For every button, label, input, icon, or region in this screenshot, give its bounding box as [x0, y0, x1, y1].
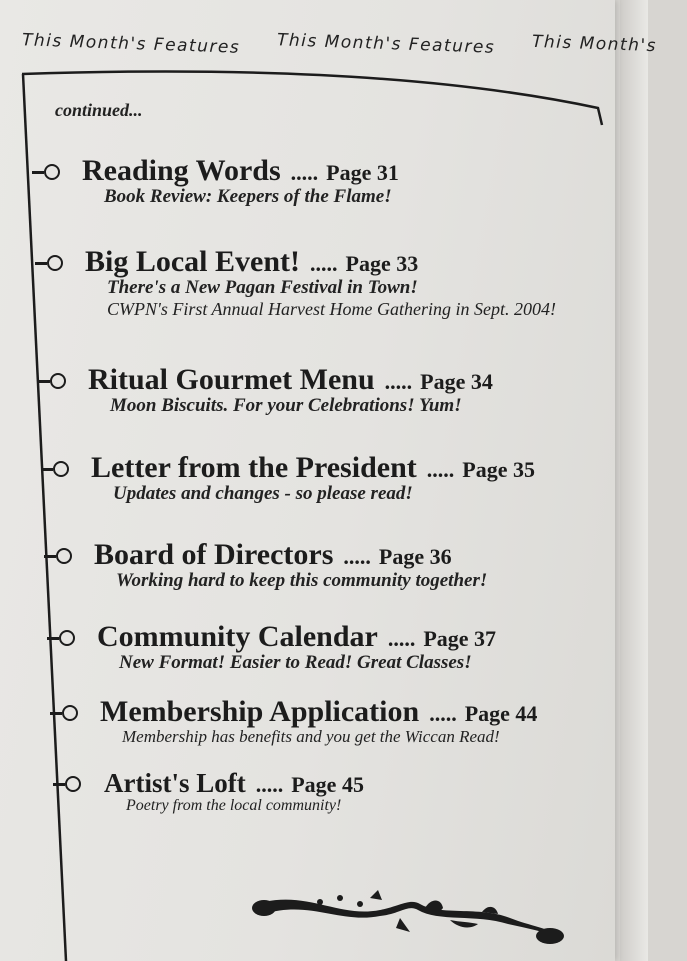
entry-page: Page 44	[464, 701, 538, 726]
bullet-circle-icon	[62, 705, 78, 721]
entry-dots: .....	[255, 772, 284, 797]
entry-dots: .....	[343, 544, 371, 569]
bullet-circle-icon	[53, 461, 69, 477]
bullet-connector	[38, 380, 50, 383]
bullet-connector	[53, 783, 65, 786]
toc-entry[interactable]	[94, 538, 487, 592]
entry-subtitle: Book Review: Keepers of the Flame!	[104, 186, 392, 207]
toc-entry[interactable]	[85, 245, 556, 320]
bullet-circle-icon	[59, 630, 75, 646]
entry-title: Community Calendar	[97, 620, 378, 653]
entry-title: Artist's Loft	[104, 768, 246, 798]
entry-page: Page 37	[423, 626, 497, 651]
entry-page: Page 45	[291, 772, 364, 797]
toc-entry[interactable]	[88, 363, 493, 417]
scroll-flourish-icon	[250, 888, 570, 948]
entry-subtitle: Membership has benefits and you get the Wiccan Read!	[122, 727, 500, 746]
bullet-circle-icon	[47, 255, 63, 271]
bullet-circle-icon	[44, 164, 60, 180]
entry-dots: .....	[387, 626, 416, 651]
entry-dots: .....	[426, 457, 455, 482]
entry-dots: .....	[310, 251, 338, 276]
entry-subtitle: New Format! Easier to Read! Great Classes!	[119, 652, 472, 673]
bullet-connector	[44, 555, 56, 558]
entry-page: Page 36	[378, 544, 452, 569]
toc-entry[interactable]	[91, 451, 535, 505]
header-text: This Month's Features	[276, 30, 496, 58]
entry-subtitle: There's a New Pagan Festival in Town!	[107, 277, 418, 298]
header-text: This Month's	[532, 31, 658, 57]
toc-entry[interactable]	[82, 154, 399, 208]
entry-title: Board of Directors	[94, 538, 334, 571]
entry-dots: .....	[429, 701, 457, 726]
entry-title: Ritual Gourmet Menu	[88, 363, 375, 396]
entry-subtitle: Working hard to keep this community together!	[116, 570, 488, 591]
continued-label: continued...	[55, 100, 143, 120]
entry-page: Page 33	[345, 251, 419, 276]
bullet-circle-icon	[56, 548, 72, 564]
toc-entry[interactable]	[104, 768, 364, 815]
bullet-connector	[32, 171, 44, 174]
entry-title: Reading Words	[82, 154, 281, 187]
header-text: This Month's Features	[21, 30, 241, 58]
bullet-connector	[50, 712, 62, 715]
entry-dots: .....	[290, 160, 319, 185]
entry-dots: .....	[384, 369, 413, 394]
bullet-circle-icon	[65, 776, 81, 792]
entry-page: Page 35	[462, 457, 535, 482]
bullet-connector	[41, 468, 53, 471]
entry-subtitle: Poetry from the local community!	[126, 797, 342, 814]
bullet-connector	[35, 262, 47, 265]
entry-page: Page 31	[326, 160, 399, 185]
background-edge	[620, 0, 648, 961]
entry-title: Letter from the President	[91, 451, 417, 484]
entry-subtitle: CWPN's First Annual Harvest Home Gathering in Sept. 2004!	[107, 299, 556, 319]
entry-title: Big Local Event!	[85, 245, 300, 278]
entry-title: Membership Application	[100, 695, 420, 728]
toc-entry[interactable]	[97, 620, 496, 674]
toc-entry[interactable]	[100, 695, 537, 747]
entry-page: Page 34	[420, 369, 493, 394]
entry-subtitle: Moon Biscuits. For your Celebrations! Yum!	[110, 395, 462, 416]
entry-subtitle: Updates and changes - so please read!	[113, 483, 413, 504]
bullet-connector	[47, 637, 59, 640]
bullet-circle-icon	[50, 373, 66, 389]
